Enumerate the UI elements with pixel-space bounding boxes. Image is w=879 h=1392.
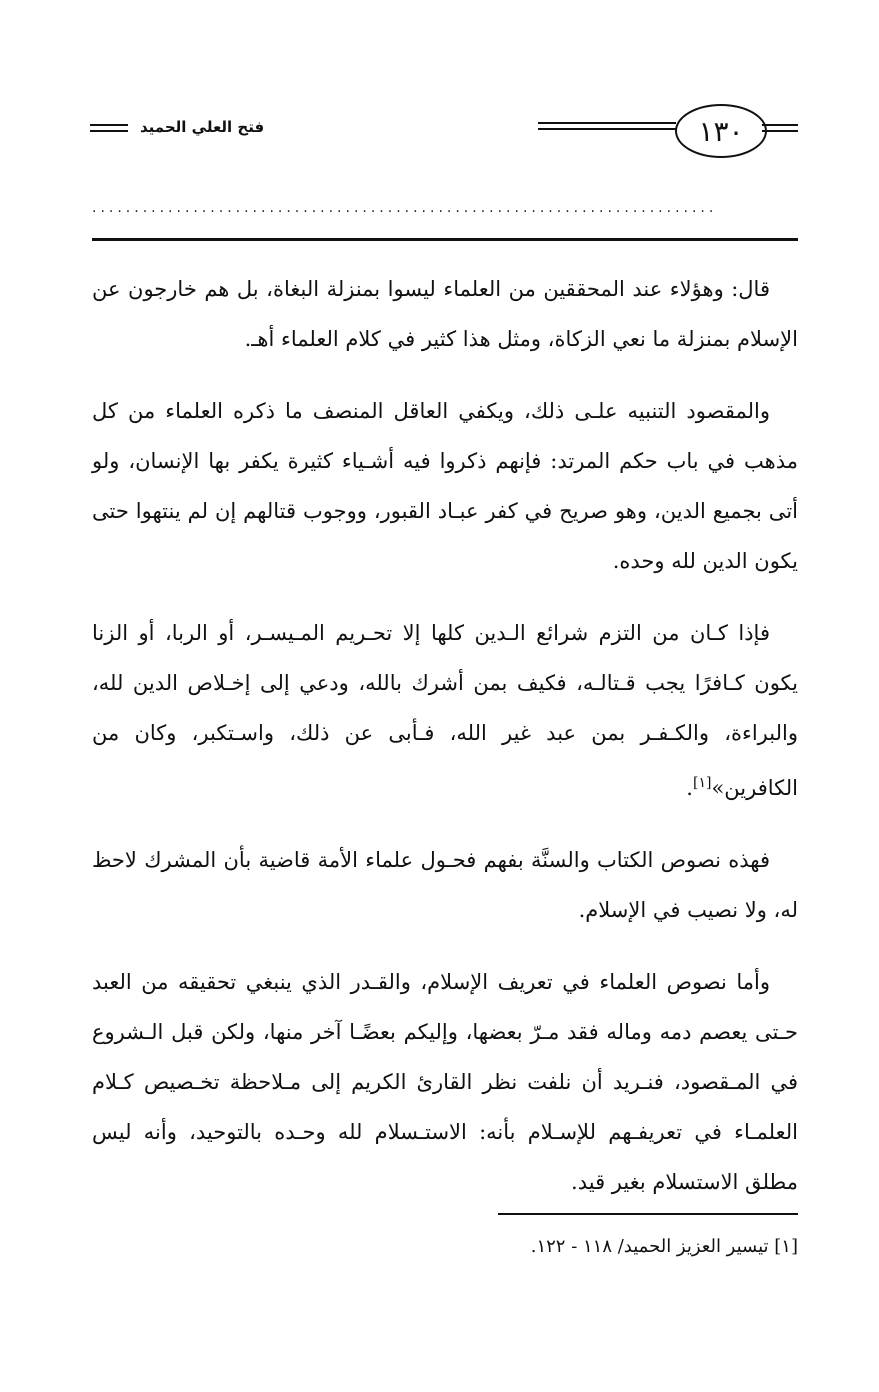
dotted-separator: ..........................................................................	[92, 200, 718, 216]
header-rule	[538, 122, 676, 136]
paragraph-text: فإذا كـان من التزم شرائع الـدين كلها إلا تحـريم المـيسـر، أو الربا، أو الزنا يكون كـافرًا يجب قـتالـه، فكيف بمن أشرك بالله، ودعي إلى إخـلاص الدين لله، والبراءة، والكـفـر بمن عبد غير الله، فـأبى عن ذلك، واسـتكبر، وكان من الكافرين»	[92, 621, 798, 800]
body-text	[92, 264, 798, 1229]
footnote: [١] تيسير العزيز الحميد/ ١١٨ - ١٢٢.	[530, 1236, 798, 1257]
book-title: فتح العلي الحميد	[140, 118, 265, 136]
paragraph: وأما نصوص العلماء في تعريف الإسلام، والقـدر الذي ينبغي تحقيقه من العبد حـتى يعصم دمه وماله فقد مـرّ بعضها، وإليكم بعضًـا آخر منها، ولكن قبل الـشروع في المـقصود، فنـريد أن نلفت نظر القارئ الكريم إلى مـلاحظة تخـصيص كـلام العلمـاء في تعريفـهم للإسـلام بأنه: الاستـسلام لله وحـده بالتوحيد، وأنه ليس مطلق الاستسلام بغير قيد.	[92, 970, 798, 1194]
paragraph: فهذه نصوص الكتاب والسنَّة بفهم فحـول علماء الأمة قاضية بأن المشرك لاحظ له، ولا نصيب في الإسلام.	[92, 848, 798, 922]
footnote-rule	[498, 1213, 798, 1215]
header-ornament-right	[762, 124, 798, 134]
footnote-reference[interactable]: [١]	[692, 775, 712, 791]
paragraph: والمقصود التنبيه علـى ذلك، ويكفي العاقل المنصف ما ذكره العلماء من كل مذهب في باب حكم المرتد: فإنهم ذكروا فيه أشـياء كثيرة يكفر بها الإنسان، ولو أتى بجميع الدين، وهو صريح في كفر عبـاد القبور، ووجوب قتالهم إن لم ينتهوا حتى يكون الدين لله وحده.	[92, 399, 798, 573]
page-number: ١٣٠	[675, 104, 767, 158]
paragraph	[92, 608, 798, 813]
top-rule	[92, 238, 798, 241]
paragraph: قال: وهؤلاء عند المحققين من العلماء ليسوا بمنزلة البغاة، بل هم خارجون عن الإسلام بمنزلة ما نعي الزكاة، ومثل هذا كثير في كلام العلماء أهـ.	[92, 277, 798, 351]
paragraph-tail: .	[686, 776, 693, 800]
header-ornament-left	[90, 124, 128, 134]
